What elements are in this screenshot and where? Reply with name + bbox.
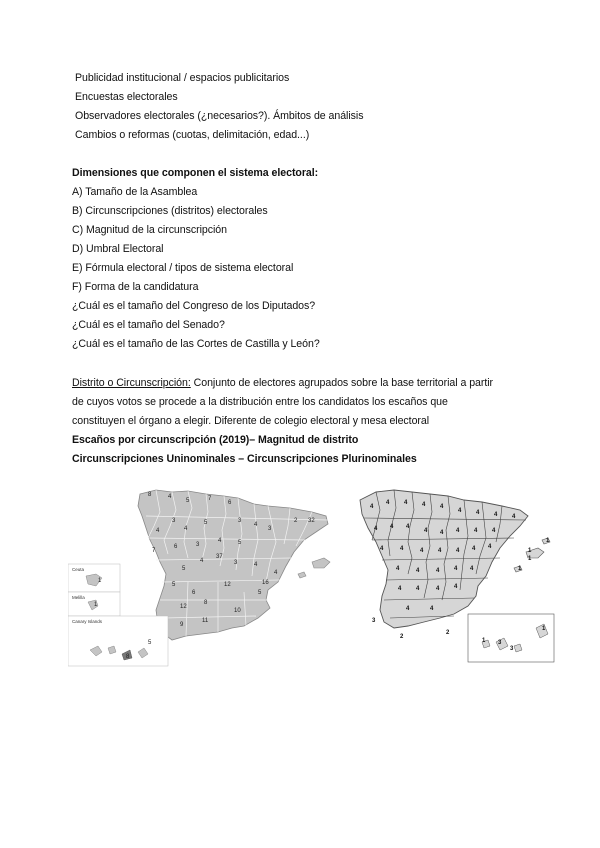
- province-seat-label: 6: [228, 500, 232, 506]
- province-senate-label: 4: [458, 508, 462, 514]
- province-seat-label: 4: [200, 558, 204, 564]
- province-senate-label: 1: [482, 638, 486, 644]
- province-senate-label: 4: [436, 586, 440, 592]
- province-seat-label: 5: [186, 498, 190, 504]
- province-seat-label: 5: [182, 566, 186, 572]
- list-item: Encuestas electorales: [75, 91, 178, 103]
- province-senate-label: 4: [456, 548, 460, 554]
- province-seat-label: 4: [254, 562, 258, 568]
- province-senate-label: 4: [374, 526, 378, 532]
- province-senate-label: 4: [424, 528, 428, 534]
- district-term: Distrito o Circunscripción:: [72, 377, 191, 389]
- province-senate-label: 2: [446, 630, 450, 636]
- district-definition-text: Conjunto de electores agrupados sobre la base territorial a partir: [190, 377, 494, 389]
- province-senate-label: 4: [470, 566, 474, 572]
- province-senate-label: 1: [542, 626, 546, 632]
- province-senate-label: 4: [492, 528, 496, 534]
- province-senate-label: 1: [528, 556, 532, 562]
- province-senate-label: 4: [436, 568, 440, 574]
- province-seat-label: 7: [208, 496, 212, 502]
- province-seat-label: 4: [168, 494, 172, 500]
- province-seat-label: 5: [204, 520, 208, 526]
- district-definition-line: de cuyos votos se procede a la distribución entre los candidatos los escaños que: [72, 396, 448, 408]
- province-senate-label: 3: [498, 640, 502, 646]
- spain-senate-map: [350, 482, 562, 668]
- province-seat-label: 32: [308, 518, 315, 524]
- province-senate-label: 4: [406, 606, 410, 612]
- province-seat-label: 1: [98, 578, 102, 584]
- province-senate-label: 4: [386, 500, 390, 506]
- province-senate-label: 4: [420, 548, 424, 554]
- province-seat-label: 3: [238, 518, 242, 524]
- list-item: Observadores electorales (¿necesarios?). Ámbitos de análisis: [75, 110, 364, 122]
- question-item: ¿Cuál es el tamaño del Senado?: [72, 319, 225, 331]
- province-seat-label: 12: [180, 604, 187, 610]
- province-seat-label: 1: [94, 602, 98, 608]
- inset-label-melilla: Melilla: [72, 595, 85, 600]
- province-senate-label: 3: [372, 618, 376, 624]
- province-seat-label: 16: [262, 580, 269, 586]
- province-senate-label: 2: [400, 634, 404, 640]
- province-senate-label: 4: [474, 528, 478, 534]
- dimension-item: C) Magnitud de la circunscripción: [72, 224, 227, 236]
- province-seat-label: 4: [254, 522, 258, 528]
- province-seat-label: 5: [238, 540, 242, 546]
- dimension-item: D) Umbral Electoral: [72, 243, 164, 255]
- province-senate-label: 4: [454, 566, 458, 572]
- province-senate-label: 4: [406, 524, 410, 530]
- dimension-item: F) Forma de la candidatura: [72, 281, 199, 293]
- province-senate-label: 4: [422, 502, 426, 508]
- province-seat-label: 9: [180, 622, 184, 628]
- province-senate-label: 4: [404, 500, 408, 506]
- spain-senate-map-svg: [350, 482, 562, 668]
- province-senate-label: 4: [512, 514, 516, 520]
- province-senate-label: 4: [454, 584, 458, 590]
- province-seat-label: 7: [152, 548, 156, 554]
- province-seat-label: 4: [184, 526, 188, 532]
- province-seat-label: 3: [268, 526, 272, 532]
- province-senate-label: 3: [510, 646, 514, 652]
- province-seat-label: 3: [172, 518, 176, 524]
- province-senate-label: 4: [380, 546, 384, 552]
- province-seat-label: 10: [234, 608, 241, 614]
- province-seat-label: 3: [196, 542, 200, 548]
- province-seat-label: 5: [172, 582, 176, 588]
- province-seat-label: 4: [274, 570, 278, 576]
- province-senate-label: 4: [494, 512, 498, 518]
- question-item: ¿Cuál es el tamaño de las Cortes de Castilla y León?: [72, 338, 320, 350]
- province-senate-label: 4: [430, 606, 434, 612]
- dimension-item: E) Fórmula electoral / tipos de sistema electoral: [72, 262, 294, 274]
- province-senate-label: 4: [472, 546, 476, 552]
- province-senate-label: 4: [456, 528, 460, 534]
- spain-seats-map: [68, 482, 340, 668]
- list-item: Cambios o reformas (cuotas, delimitación, edad...): [75, 129, 310, 141]
- question-item: ¿Cuál es el tamaño del Congreso de los Diputados?: [72, 300, 316, 312]
- province-senate-label: 4: [398, 586, 402, 592]
- province-senate-label: 4: [440, 504, 444, 510]
- province-seat-label: 12: [224, 582, 231, 588]
- province-senate-label: 4: [370, 504, 374, 510]
- province-senate-label: 4: [396, 566, 400, 572]
- province-senate-label: 4: [400, 546, 404, 552]
- dimension-item: B) Circunscripciones (distritos) electorales: [72, 205, 268, 217]
- district-definition-line: constituyen el órgano a elegir. Diferente de colegio electoral y mesa electoral: [72, 415, 430, 427]
- province-seat-label: 11: [202, 618, 209, 624]
- province-seat-label: 4: [156, 528, 160, 534]
- dimension-item: A) Tamaño de la Asamblea: [72, 186, 198, 198]
- province-senate-label: 4: [440, 530, 444, 536]
- province-seat-label: 3: [234, 560, 238, 566]
- province-senate-label: 4: [488, 544, 492, 550]
- province-senate-label: 4: [416, 568, 420, 574]
- inset-label-ceuta: Ceuta: [72, 567, 85, 572]
- province-seat-label: 5: [148, 640, 152, 646]
- province-seat-label: 5: [258, 590, 262, 596]
- province-senate-label: 4: [438, 548, 442, 554]
- seats-heading: Escaños por circunscripción (2019)– Magnitud de distrito: [72, 434, 359, 446]
- province-senate-label: 1: [528, 548, 532, 554]
- district-definition: [72, 377, 493, 390]
- province-seat-label: 6: [192, 590, 196, 596]
- province-senate-label: 1: [546, 538, 550, 544]
- province-seat-label: 4: [218, 538, 222, 544]
- province-seat-label: 8: [148, 492, 152, 498]
- province-senate-label: 4: [416, 586, 420, 592]
- dimensions-heading: Dimensiones que componen el sistema electoral:: [72, 167, 319, 179]
- province-senate-label: 1: [518, 566, 522, 572]
- province-seat-label: 6: [174, 544, 178, 550]
- province-seat-label: 8: [204, 600, 208, 606]
- province-seat-label: 2: [294, 518, 298, 524]
- inset-label-canary: Canary Islands: [72, 619, 103, 624]
- constituencies-heading: Circunscripciones Uninominales – Circunscripciones Plurinominales: [72, 453, 417, 465]
- province-seat-label: 8: [126, 654, 130, 660]
- spain-seats-map-svg: [68, 482, 340, 668]
- province-senate-label: 4: [390, 524, 394, 530]
- list-item: Publicidad institucional / espacios publicitarios: [75, 72, 290, 84]
- province-senate-label: 4: [476, 510, 480, 516]
- province-seat-label: 37: [216, 554, 223, 560]
